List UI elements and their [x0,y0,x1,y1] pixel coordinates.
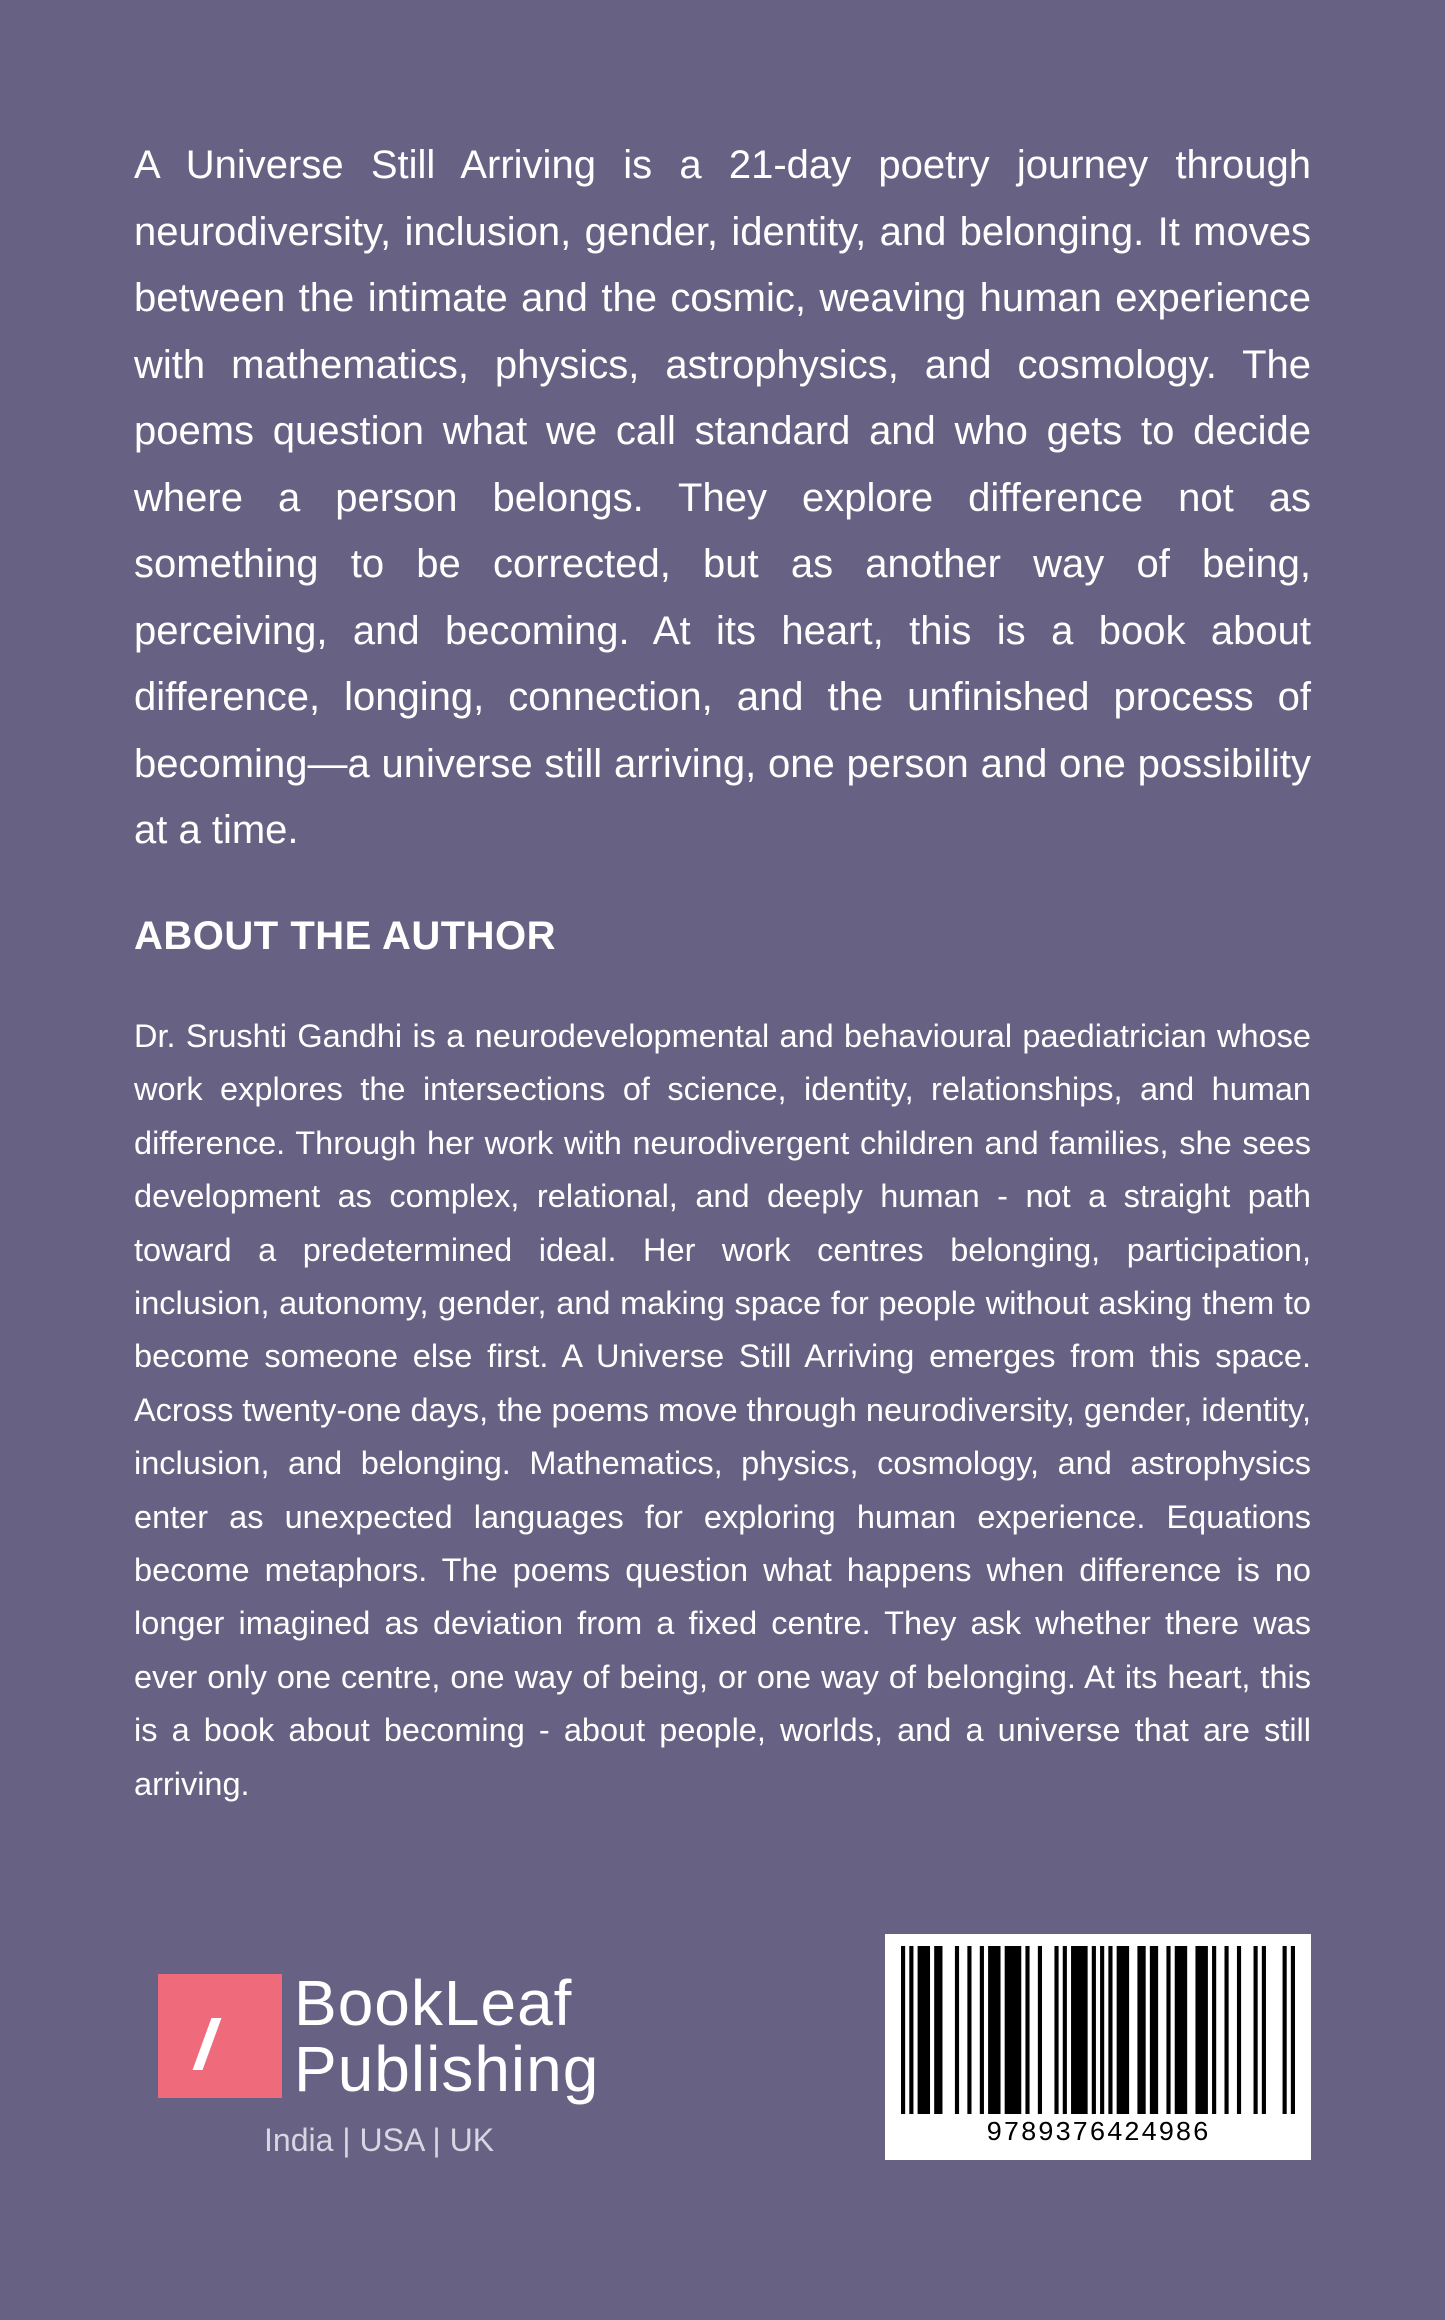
barcode-bar [1108,1946,1112,2114]
barcode-bar [901,1946,905,2114]
barcode-bar [1117,1946,1129,2114]
barcode-bar [1262,1946,1266,2114]
barcode-bar [1038,1946,1042,2114]
barcode-bar [918,1946,930,2114]
barcode-bar [1237,1946,1241,2114]
isbn-barcode [885,1934,1311,2160]
barcode-bar [955,1946,959,2114]
barcode-bar [967,1946,971,2114]
author-bio: Dr. Srushti Gandhi is a neurodevelopmental and behavioural paediatrician whose work explores the intersections of science, identity, relationships, and human difference. Through her work with neurodivergent children and families, she sees development as complex, relational, and deeply human - not a straight path toward a predetermined ideal. Her work centres belonging, participation, inclusion, autonomy, gender, and making space for people without asking them to become someone else first. A Universe Still Arriving emerges from this space. Across twenty-one days, the poems move through neurodiversity, gender, identity, inclusion, and belonging. Mathematics, physics, cosmology, and astrophysics enter as unexpected languages for exploring human experience. Equations become metaphors. The poems question what happens when difference is no longer imagined as deviation from a fixed centre. They ask whether there was ever only one centre, one way of being, or one way of belonging. At its heart, this is a book about becoming - about people, worlds, and a universe that are still arriving. [134,1018,1311,1802]
barcode-bar [1092,1946,1096,2114]
barcode-bar [1054,1946,1058,2114]
slash-mark [193,2018,222,2070]
publisher-name-line1: BookLeaf [294,1967,573,2039]
barcode-bar [1137,1946,1145,2114]
about-author-heading: ABOUT THE AUTHOR [134,914,557,958]
isbn-number: 9789376424986 [986,2119,1210,2149]
barcode-bar [1166,1946,1170,2114]
barcode-bar [1224,1946,1228,2114]
slash-logo-icon [158,1974,282,2098]
barcode-bars [901,1946,1295,2114]
barcode-bar [1291,1946,1295,2114]
publisher-name-line2: Publishing [294,2033,600,2105]
barcode-bar [1071,1946,1088,2114]
barcode-bar [1025,1946,1029,2114]
barcode-bar [1063,1946,1067,2114]
barcode-bar [1175,1946,1187,2114]
barcode-bar [988,1946,1000,2114]
barcode-bar [1150,1946,1158,2114]
barcode-bar [980,1946,984,2114]
publisher-logo [158,1967,618,2158]
barcode-bar [909,1946,913,2114]
barcode-bar [1254,1946,1258,2114]
barcode-bar [1195,1946,1207,2114]
barcode-bar [934,1946,942,2114]
publisher-regions: India | USA | UK [264,2122,495,2158]
barcode-bar [1212,1946,1216,2114]
barcode-bar [1005,1946,1022,2114]
book-blurb: A Universe Still Arriving is a 21-day poetry journey through neurodiversity, inclusion, gender, identity, and belonging. It moves between the intimate and the cosmic, weaving human experience with mathematics, physics, astrophysics, and cosmology. The poems question what we call standard and who gets to decide where a person belongs. They explore difference not as something to be corrected, but as another way of being, perceiving, and becoming. At its heart, this is a book about difference, longing, connection, and the unfinished process of becoming—a universe still arriving, one person and one possibility at a time. [134,143,1311,852]
barcode-bar [1100,1946,1104,2114]
barcode-bar [1283,1946,1287,2114]
